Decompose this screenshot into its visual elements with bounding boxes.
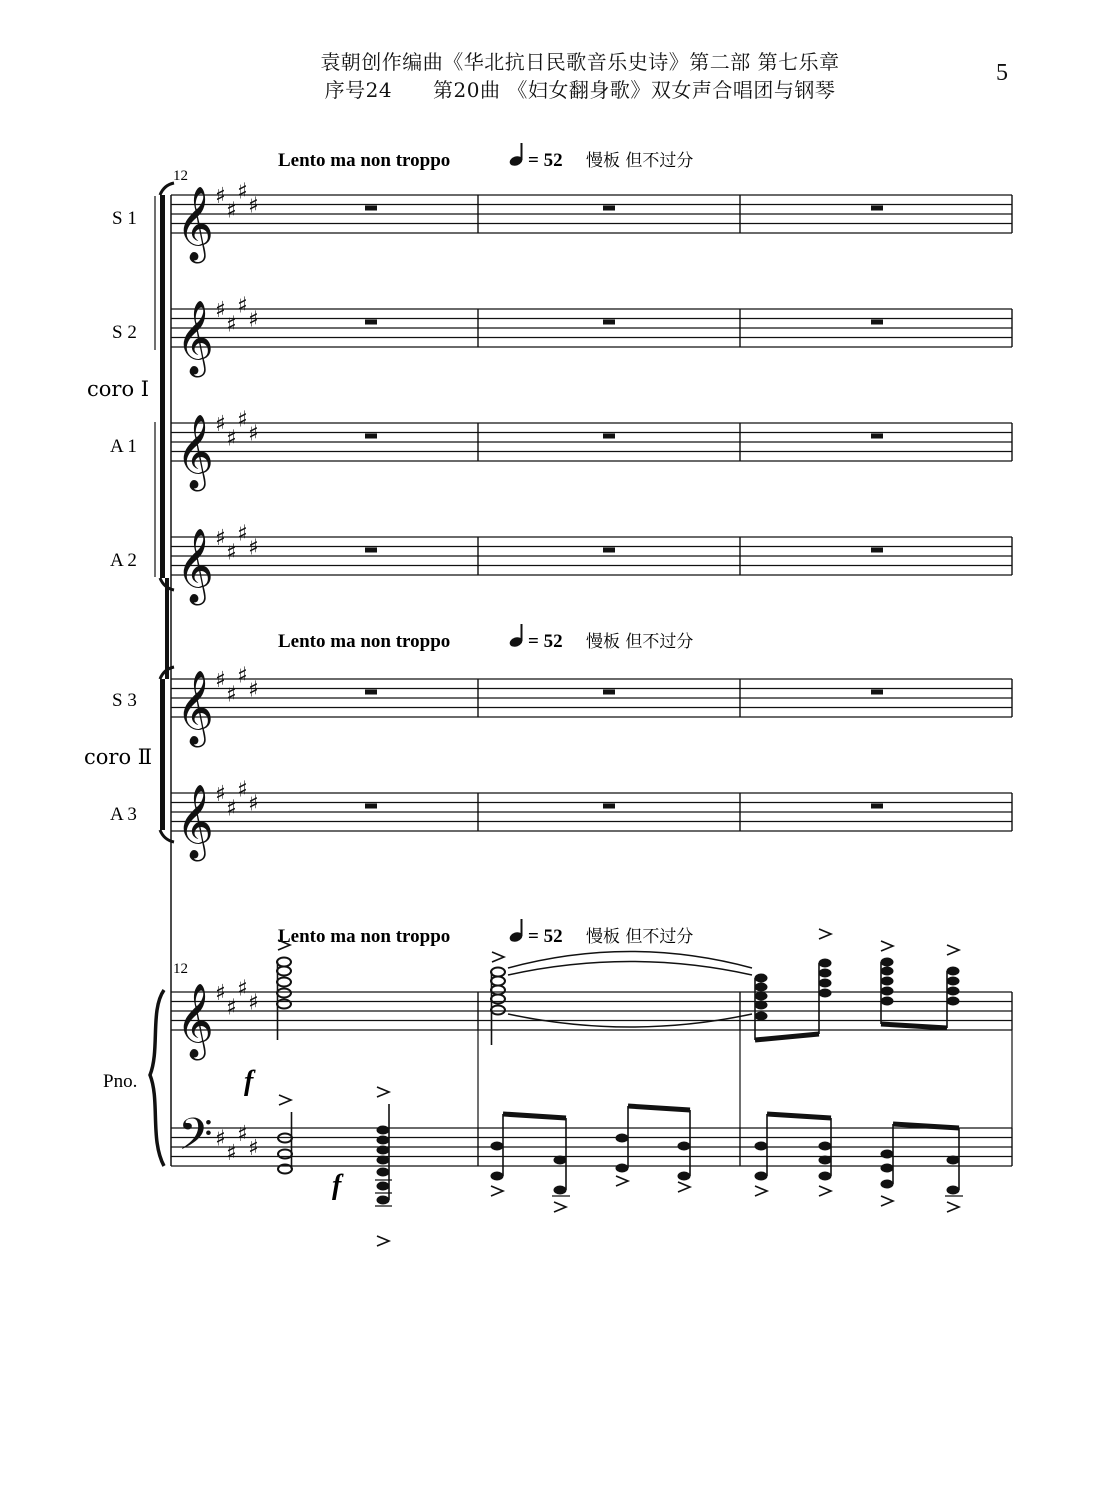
staff-label-a3: A 3 [110, 804, 137, 825]
sharp-icon: ♯ [248, 535, 259, 561]
sharp-icon: ♯ [248, 791, 259, 817]
piano-music [244, 929, 963, 1246]
measure-number: 12 [173, 961, 188, 977]
treble-clef-icon: 𝄞 [176, 187, 214, 261]
sharp-icon: ♯ [215, 1126, 226, 1152]
choir-label-coro1: coro Ⅰ [87, 377, 150, 401]
sharp-icon: ♯ [226, 540, 237, 566]
whole-rest-icon [365, 434, 377, 439]
sharp-icon: ♯ [248, 421, 259, 447]
score-header-title: 袁朝创作编曲《华北抗日民歌音乐史诗》第二部 第七乐章 [320, 50, 840, 74]
sharp-icon: ♯ [237, 976, 248, 1002]
whole-rest-icon [603, 548, 615, 553]
whole-rest-icon [871, 804, 883, 809]
accent-icon [377, 1236, 389, 1246]
whole-rest-icon [365, 206, 377, 211]
sharp-icon: ♯ [237, 179, 248, 205]
sharp-icon: ♯ [215, 526, 226, 551]
treble-clef-icon: 𝄞 [176, 415, 214, 489]
treble-clef-icon: 𝄞 [176, 785, 214, 859]
metronome-value: = 52 [528, 926, 563, 947]
quarter-note-icon [508, 143, 523, 167]
whole-rest-icon [603, 804, 615, 809]
metronome-value: = 52 [528, 631, 563, 652]
staff-label-piano: Pno. [103, 1071, 138, 1092]
dynamic-forte: f [244, 1066, 254, 1097]
tempo-marking-coro1 [278, 143, 693, 171]
whole-rest-icon [365, 548, 377, 553]
page-number: 5 [996, 60, 1008, 86]
accent-icon [492, 952, 504, 962]
whole-rest-icon [871, 434, 883, 439]
sharp-icon: ♯ [237, 777, 248, 803]
sharp-icon: ♯ [215, 412, 226, 437]
sharp-icon: ♯ [237, 293, 248, 319]
tempo-marking-piano [278, 919, 693, 947]
sharp-icon: ♯ [248, 990, 259, 1016]
sharp-icon: ♯ [237, 663, 248, 689]
sharp-icon: ♯ [226, 1140, 237, 1166]
whole-rest-icon [871, 206, 883, 211]
accent-icon [377, 1087, 389, 1097]
sharp-icon: ♯ [226, 796, 237, 822]
treble-clef-icon: 𝄞 [176, 984, 214, 1058]
tempo-text: Lento ma non troppo [278, 631, 451, 652]
staff-label-s2: S 2 [112, 322, 137, 343]
sharp-icon: ♯ [215, 298, 226, 323]
sharp-icon: ♯ [215, 981, 226, 1006]
staff-label-a2: A 2 [110, 550, 137, 571]
tempo-marking-coro2 [278, 624, 693, 652]
whole-rest-icon [603, 206, 615, 211]
tempo-chinese: 慢板 但不过分 [586, 927, 694, 947]
staff-lines [171, 195, 1012, 1166]
tempo-text: Lento ma non troppo [278, 926, 451, 947]
sharp-icon: ♯ [226, 682, 237, 708]
system-brackets [150, 183, 174, 1166]
tempo-chinese: 慢板 但不过分 [586, 151, 694, 171]
sharp-icon: ♯ [248, 307, 259, 333]
treble-clef-icon: 𝄞 [176, 301, 214, 375]
treble-clef-icon: 𝄞 [176, 671, 214, 745]
sharp-icon: ♯ [215, 782, 226, 807]
whole-rest-icon [603, 690, 615, 695]
whole-rest-icon [871, 548, 883, 553]
piano-brace-icon [150, 990, 164, 1166]
accent-icon [819, 929, 959, 955]
whole-rest-icon [603, 434, 615, 439]
score-header-subtitle: 序号24 第20曲 《妇女翻身歌》双女声合唱团与钢琴 [324, 78, 836, 102]
piano-rh-chord-tied [491, 952, 752, 1046]
metronome-value: = 52 [528, 150, 563, 171]
treble-clef-icon: 𝄞 [176, 529, 214, 603]
whole-rest-icon [365, 320, 377, 325]
quarter-note-icon [508, 624, 523, 648]
sharp-icon: ♯ [226, 995, 237, 1021]
sharp-icon: ♯ [248, 677, 259, 703]
quarter-note-icon [508, 919, 523, 943]
sharp-icon: ♯ [226, 312, 237, 338]
sharp-icon: ♯ [237, 521, 248, 547]
sharp-icon: ♯ [226, 198, 237, 224]
sharp-icon: ♯ [237, 407, 248, 433]
piano-lh-measure2 [491, 1106, 691, 1212]
dynamic-forte: f [332, 1170, 342, 1201]
whole-rest-icon [871, 690, 883, 695]
piano-lh-measure3 [755, 1114, 964, 1212]
staff-label-a1: A 1 [110, 436, 137, 457]
sharp-icon: ♯ [226, 426, 237, 452]
sharp-icon: ♯ [248, 193, 259, 219]
accent-icon [491, 1176, 690, 1212]
accent-icon [755, 1186, 959, 1212]
sharp-icon: ♯ [248, 1136, 259, 1161]
piano-rh-eighths [755, 929, 960, 1040]
measure-number: 12 [173, 168, 188, 184]
bass-clef-icon: 𝄢 [178, 1108, 213, 1171]
whole-rest-icon [365, 804, 377, 809]
staff-label-s3: S 3 [112, 690, 137, 711]
sharp-icon: ♯ [215, 184, 226, 209]
sharp-icon: ♯ [237, 1121, 248, 1147]
staff-label-s1: S 1 [112, 208, 137, 229]
whole-rest-icon [603, 320, 615, 325]
tempo-text: Lento ma non troppo [278, 150, 451, 171]
whole-rest-icon [365, 690, 377, 695]
sharp-icon: ♯ [215, 668, 226, 693]
accent-icon [279, 1095, 291, 1105]
choir-label-coro2: coro Ⅱ [84, 745, 153, 769]
tempo-chinese: 慢板 但不过分 [586, 632, 694, 652]
whole-rest-icon [871, 320, 883, 325]
piano-rh-chord [277, 940, 291, 1040]
